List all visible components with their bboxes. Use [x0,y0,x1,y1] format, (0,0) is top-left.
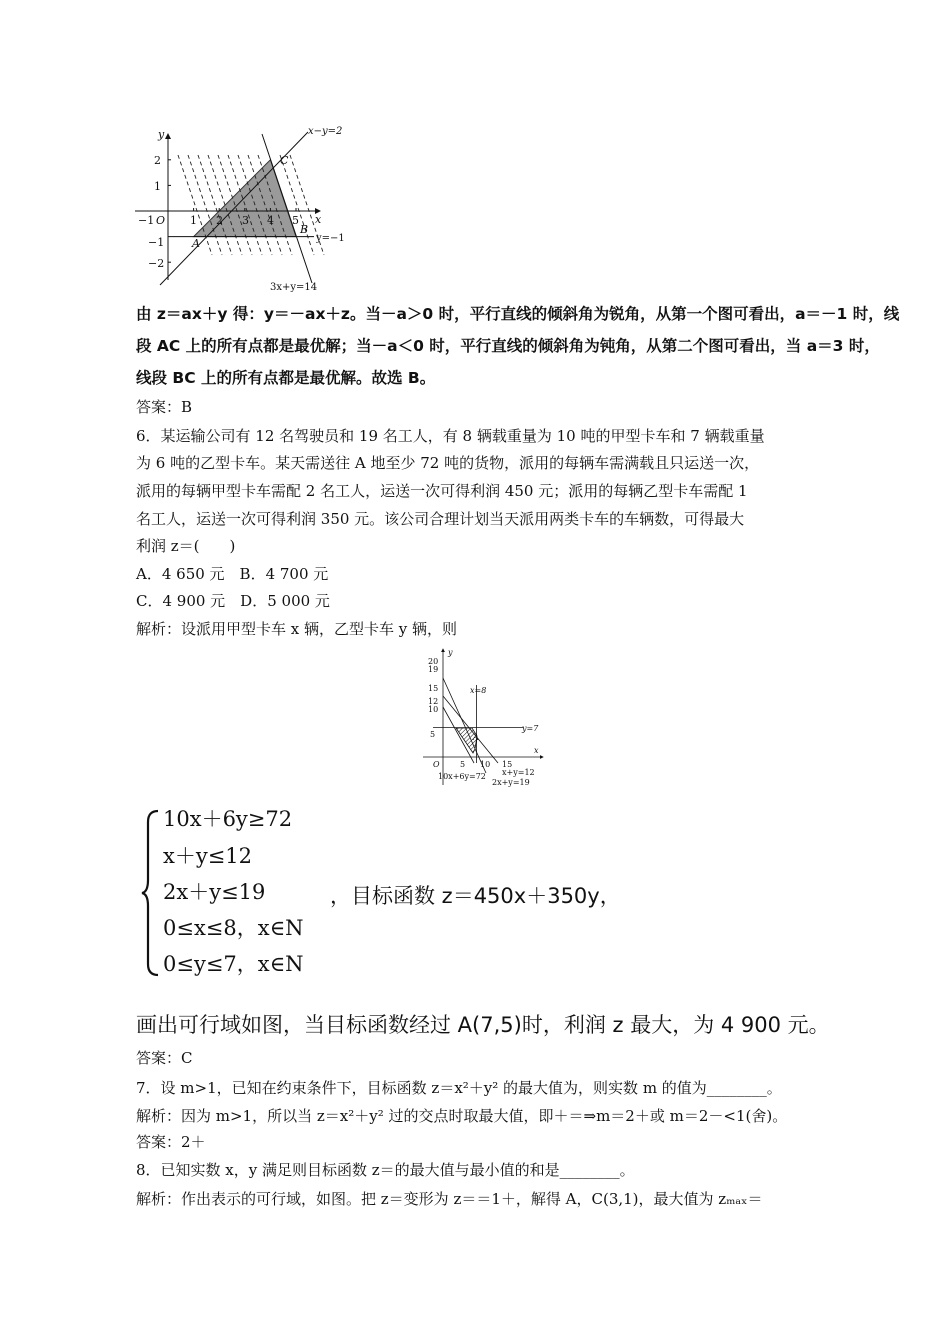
x-tick-label: 3 [242,214,249,227]
y-tick-label: 15 [428,684,439,693]
constraint-3: 2x＋y≤19 [163,880,266,904]
point-a-label: A [192,237,200,250]
y-axis-label: y [448,648,453,657]
y-tick-label: 20 [428,657,439,666]
line-label-top: x−y=2 [308,126,343,137]
x-tick-label: 10 [480,760,491,769]
objective-function: ，目标函数 z＝450x＋350y， [330,884,621,908]
y-tick-label: 19 [428,665,439,674]
label-y7: y=7 [522,724,539,733]
label-x8: x=8 [470,686,487,695]
constraint-1: 10x＋6y≥72 [163,807,293,831]
q8-question: 8．已知实数 x，y 满足则目标函数 z＝的最大值与最小值的和是________。 [136,1161,635,1179]
x-tick-label: 1 [190,214,197,227]
origin-label: O [156,214,166,227]
left-brace-icon [140,808,162,978]
line-label-bottom: 3x+y=14 [270,282,318,292]
x-tick-label: 2 [216,214,223,227]
conclusion-6: 画出可行域如图，当目标函数经过 A(7,5)时，利润 z 最大，为 4 900 元。 [136,1013,830,1037]
origin-label: O [433,760,440,769]
y-tick-label: 1 [154,180,161,193]
solution-line-3: 线段 BC 上的所有点都是最优解。故选 B。 [136,369,436,387]
x-tick-label: 5 [292,214,299,227]
answer-5: 答案：B [136,398,193,416]
point-a-label: A [473,733,479,742]
y-tick-label: 5 [430,730,436,739]
y-tick-label: −1 [148,236,165,249]
solution-line-1: 由 z＝ax＋y 得：y＝－ax＋z。当－a＞0 时，平行直线的倾斜角为锐角，从第一个图可看出，a＝－1 时，线 [136,305,900,323]
point-b-label: B [300,223,309,236]
label-x-y-12: x+y=12 [502,768,535,777]
x-tick-label: 5 [460,760,466,769]
constraint-2: x＋y≤12 [163,844,253,868]
y-tick-label: −2 [148,257,165,270]
y-tick-label: 2 [154,154,161,167]
q7-question: 7．设 m>1，已知在约束条件下，目标函数 z＝x²＋y² 的最大值为，则实数 m 的值为________。 [136,1079,782,1097]
answer-6: 答案：C [136,1049,193,1067]
feasible-region-figure-2 [418,645,548,791]
y-tick-label: 12 [428,697,439,706]
line-label-right: y=−1 [316,233,345,244]
q6-options-cd: C．4 900 元 D．5 000 元 [136,592,330,610]
q8-analysis: 解析：作出表示的可行域，如图。把 z＝变形为 z＝＝1＋，解得 A，C(3,1)，最大值为 zₘₐₓ＝ [136,1190,763,1208]
q7-answer: 答案：2＋ [136,1133,206,1151]
q6-line-4: 名工人，运送一次可得利润 350 元。该公司合理计划当天派用两类卡车的车辆数，可得最大 [136,510,745,528]
y-tick-label: 10 [428,705,439,714]
feasible-region-figure-1 [130,120,345,292]
x-tick-label: −1 [138,214,155,227]
x-tick-label: 4 [267,214,274,227]
q6-line-2: 为 6 吨的乙型卡车。某天需送往 A 地至少 72 吨的货物，派用的每辆车需满载且只运送一次， [136,454,760,472]
q6-line-3: 派用的每辆甲型卡车需配 2 名工人，运送一次可得利润 450 元；派用的每辆乙型卡车需配 1 [136,482,748,500]
constraint-4: 0≤x≤8，x∈N [163,916,304,940]
x-tick-label: 15 [502,760,513,769]
label-10x-6y-72: 10x+6y=72 [438,772,486,781]
x-axis-label: x [534,746,539,755]
solution-line-2: 段 AC 上的所有点都是最优解；当－a＜0 时，平行直线的倾斜角为钝角，从第二个图可看出，当 a＝3 时， [136,337,880,355]
constraint-5: 0≤y≤7，x∈N [163,952,304,976]
q6-analysis: 解析：设派用甲型卡车 x 辆，乙型卡车 y 辆，则 [136,620,458,638]
x-axis-label: x [315,213,322,226]
y-axis-label: y [158,128,165,141]
q6-options-ab: A．4 650 元 B．4 700 元 [136,565,329,583]
line-x-y-12 [443,696,498,763]
q7-analysis: 解析：因为 m>1，所以当 z＝x²＋y² 过的交点时取最大值，即＋＝⇒m＝2＋或 m＝2－<1(舍)。 [136,1107,788,1125]
label-2x-y-19: 2x+y=19 [492,778,530,787]
point-c-label: C [280,154,289,167]
q6-line-1: 6．某运输公司有 12 名驾驶员和 19 名工人，有 8 辆载重量为 10 吨的甲型卡车和 7 辆载重量 [136,427,765,445]
q6-line-5: 利润 z＝( ) [136,537,236,555]
